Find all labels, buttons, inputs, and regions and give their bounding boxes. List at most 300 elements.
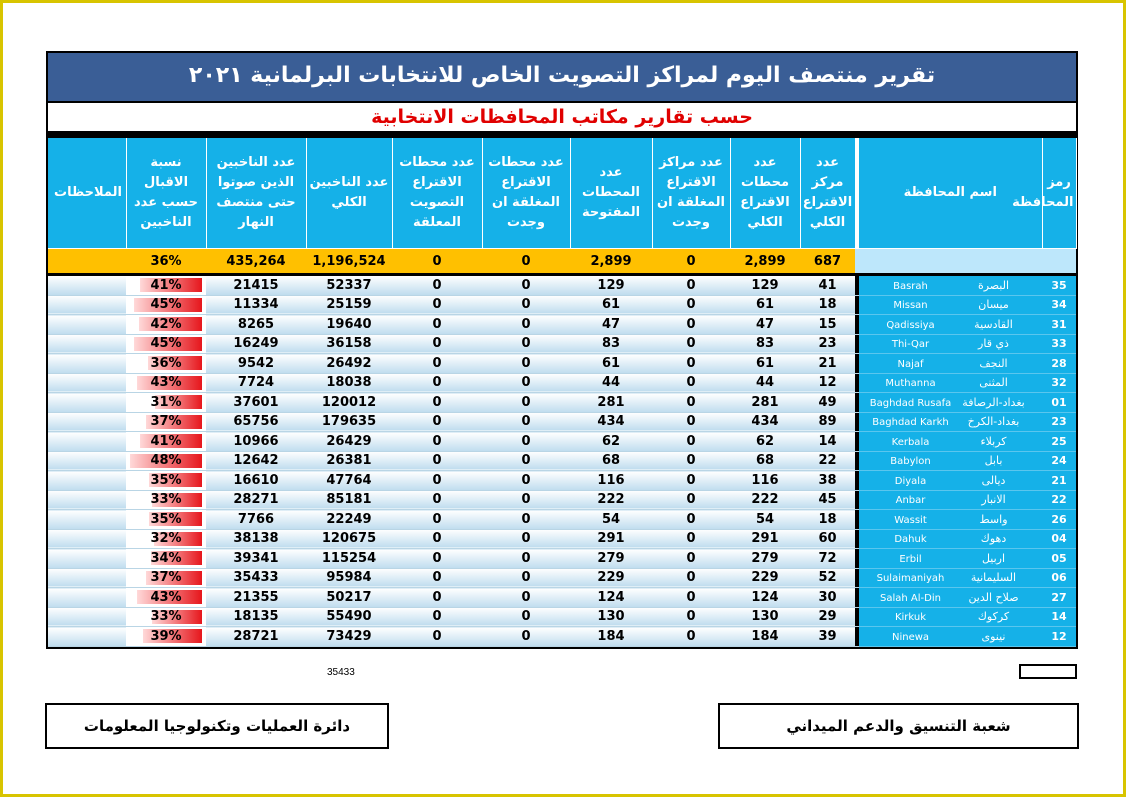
cell-gov-code: 34 [1042,295,1076,315]
cell-gov-code: 04 [1042,529,1076,549]
cell-closed-stations-if-any: 0 [482,276,570,295]
cell-turnout [126,432,206,452]
cell-closed-stations-if-any: 0 [482,432,570,452]
empty-box [1019,664,1077,679]
cell-total-voters: 95984 [306,568,392,588]
cell-closed-stations: 0 [392,490,482,510]
total-voters: 1,196,524 [306,249,392,274]
cell-closed-centers: 0 [652,529,730,549]
cell-closed-centers: 0 [652,432,730,452]
cell-total-stations: 61 [730,354,800,374]
cell-total-stations: 434 [730,412,800,432]
cell-governorate [859,607,1042,627]
header-total-stations: عدد محطات الاقتراع الكلي [730,138,800,249]
turnout-value: 34% [150,550,182,566]
cell-open-stations: 124 [570,588,652,608]
cell-open-stations: 62 [570,432,652,452]
cell-total-stations: 281 [730,393,800,413]
cell-open-stations: 68 [570,451,652,471]
cell-turnout [126,412,206,432]
gov-name-en: Salah Al-Din [880,592,941,604]
cell-notes [48,451,126,471]
gov-name-ar: اربيل [981,551,1006,565]
cell-closed-centers: 0 [652,607,730,627]
cell-turnout [126,471,206,491]
cell-voted-midday: 28721 [206,627,306,647]
cell-closed-centers: 0 [652,568,730,588]
cell-total-centers: 60 [800,529,855,549]
gov-name-ar: دهوك [980,532,1007,546]
cell-total-centers: 72 [800,549,855,569]
cell-closed-stations-if-any: 0 [482,393,570,413]
cell-closed-stations: 0 [392,607,482,627]
turnout-value: 45% [150,336,182,352]
cell-total-stations: 222 [730,490,800,510]
cell-closed-stations-if-any: 0 [482,471,570,491]
cell-total-voters: 26429 [306,432,392,452]
total-voted-midday: 435,264 [206,249,306,274]
table-row [48,510,1076,530]
gov-name-ar: واسط [979,512,1008,526]
cell-turnout [126,510,206,530]
cell-notes [48,607,126,627]
cell-total-centers: 14 [800,432,855,452]
gov-name-en: Dahuk [894,534,927,546]
cell-gov-code: 33 [1042,334,1076,354]
total-closed-stations: 0 [392,249,482,274]
cell-total-centers: 41 [800,276,855,295]
cell-governorate [859,295,1042,315]
cell-open-stations: 229 [570,568,652,588]
cell-total-centers: 23 [800,334,855,354]
cell-voted-midday: 37601 [206,393,306,413]
cell-notes [48,373,126,393]
cell-governorate [859,373,1042,393]
cell-total-centers: 38 [800,471,855,491]
report-table [46,51,1078,649]
header-closed-centers: عدد مراكز الاقتراع المغلقة ان وجدت [652,138,730,249]
gov-name-en: Najaf [897,358,924,370]
turnout-value: 33% [150,492,182,508]
cell-open-stations: 116 [570,471,652,491]
turnout-value: 39% [150,628,182,644]
cell-gov-code: 06 [1042,568,1076,588]
cell-total-voters: 85181 [306,490,392,510]
cell-total-centers: 18 [800,510,855,530]
cell-total-stations: 184 [730,627,800,647]
cell-total-voters: 47764 [306,471,392,491]
report-title: تقرير منتصف اليوم لمراكز التصويت الخاص للانتخابات البرلمانية ٢٠٢١ [48,53,1076,103]
header-turnout: نسبة الاقبال حسب عدد الناخبين [126,138,206,249]
cell-voted-midday: 16610 [206,471,306,491]
total-notes [48,249,126,274]
cell-total-voters: 120675 [306,529,392,549]
cell-turnout [126,490,206,510]
turnout-value: 37% [150,414,182,430]
table-row [48,549,1076,569]
cell-notes [48,627,126,647]
cell-closed-stations-if-any: 0 [482,412,570,432]
gov-name-ar: بابل [984,454,1003,468]
data-grid [48,138,1077,647]
cell-notes [48,393,126,413]
cell-closed-centers: 0 [652,588,730,608]
cell-voted-midday: 9542 [206,354,306,374]
table-row [48,627,1076,647]
table-row [48,490,1076,510]
cell-gov-code: 12 [1042,627,1076,647]
header-row [48,138,1076,249]
cell-open-stations: 281 [570,393,652,413]
cell-open-stations: 130 [570,607,652,627]
cell-total-stations: 229 [730,568,800,588]
cell-total-voters: 55490 [306,607,392,627]
turnout-value: 33% [150,609,182,625]
cell-voted-midday: 7724 [206,373,306,393]
cell-total-stations: 129 [730,276,800,295]
gov-name-ar: بغداد-الكرخ [967,415,1020,429]
cell-governorate [859,549,1042,569]
gov-name-en: Kerbala [891,436,930,448]
total-centers: 687 [800,249,855,274]
cell-total-centers: 21 [800,354,855,374]
total-open-stations: 2,899 [570,249,652,274]
cell-notes [48,315,126,335]
turnout-value: 36% [150,355,182,371]
cell-notes [48,276,126,295]
gov-name-en: Sulaimaniyah [876,573,945,585]
cell-notes [48,432,126,452]
cell-governorate [859,412,1042,432]
cell-gov-code: 01 [1042,393,1076,413]
cell-gov-code: 35 [1042,276,1076,295]
cell-governorate [859,276,1042,295]
cell-notes [48,334,126,354]
cell-total-voters: 73429 [306,627,392,647]
cell-total-voters: 26492 [306,354,392,374]
cell-closed-stations-if-any: 0 [482,529,570,549]
cell-closed-centers: 0 [652,276,730,295]
cell-notes [48,549,126,569]
gov-name-en: Basrah [893,280,928,292]
cell-total-stations: 116 [730,471,800,491]
cell-notes [48,490,126,510]
floating-number: 35433 [327,667,355,678]
cell-open-stations: 61 [570,354,652,374]
cell-total-stations: 61 [730,295,800,315]
cell-closed-stations: 0 [392,588,482,608]
cell-total-centers: 45 [800,490,855,510]
cell-total-stations: 54 [730,510,800,530]
turnout-value: 35% [150,472,182,488]
cell-total-voters: 19640 [306,315,392,335]
cell-closed-stations: 0 [392,451,482,471]
cell-governorate [859,451,1042,471]
cell-gov-code: 24 [1042,451,1076,471]
cell-closed-stations: 0 [392,315,482,335]
header-gov-name: اسم المحافظة [859,138,1042,249]
table-row [48,315,1076,335]
cell-total-voters: 18038 [306,373,392,393]
cell-gov-code: 32 [1042,373,1076,393]
cell-governorate [859,393,1042,413]
total-closed-centers: 0 [652,249,730,274]
gov-name-en: Muthanna [885,378,936,390]
cell-closed-stations: 0 [392,568,482,588]
cell-gov-code: 14 [1042,607,1076,627]
cell-notes [48,354,126,374]
cell-open-stations: 47 [570,315,652,335]
cell-turnout [126,607,206,627]
cell-gov-code: 28 [1042,354,1076,374]
header-closed-stations: عدد محطات الاقتراع التصويت المعلقة [392,138,482,249]
cell-closed-centers: 0 [652,354,730,374]
gov-name-ar: بغداد-الرصافة [962,395,1025,409]
gov-name-en: Missan [893,300,928,312]
cell-voted-midday: 28271 [206,490,306,510]
cell-total-stations: 47 [730,315,800,335]
cell-turnout [126,315,206,335]
totals-gap [1042,249,1076,274]
header-gov-code: رمز المحافظة [1042,138,1076,249]
cell-total-centers: 49 [800,393,855,413]
cell-governorate [859,529,1042,549]
cell-voted-midday: 10966 [206,432,306,452]
cell-closed-stations-if-any: 0 [482,568,570,588]
gov-name-ar: نينوى [981,629,1006,643]
turnout-value: 42% [150,316,182,332]
cell-total-voters: 50217 [306,588,392,608]
cell-total-stations: 279 [730,549,800,569]
turnout-value: 37% [150,570,182,586]
gov-name-ar: البصرة [977,278,1010,292]
cell-total-voters: 179635 [306,412,392,432]
table-row [48,432,1076,452]
cell-governorate [859,432,1042,452]
gov-name-ar: القادسية [974,317,1013,331]
cell-closed-centers: 0 [652,373,730,393]
cell-governorate [859,334,1042,354]
cell-closed-centers: 0 [652,295,730,315]
cell-notes [48,568,126,588]
cell-closed-stations: 0 [392,412,482,432]
cell-open-stations: 54 [570,510,652,530]
cell-gov-code: 05 [1042,549,1076,569]
department-box: دائرة العمليات وتكنولوجيا المعلومات [45,703,389,749]
cell-total-voters: 22249 [306,510,392,530]
cell-total-stations: 124 [730,588,800,608]
cell-total-stations: 291 [730,529,800,549]
cell-closed-stations-if-any: 0 [482,354,570,374]
gov-name-en: Ninewa [891,631,930,643]
totals-row [48,249,1076,274]
gov-name-en: Qadissiya [886,319,935,331]
cell-turnout [126,276,206,295]
gov-name-ar: ديالى [981,473,1006,487]
turnout-value: 45% [150,297,182,313]
cell-total-centers: 89 [800,412,855,432]
gov-name-en: Babylon [890,456,931,468]
gov-name-ar: ميسان [978,298,1009,312]
cell-open-stations: 184 [570,627,652,647]
cell-total-voters: 115254 [306,549,392,569]
cell-voted-midday: 38138 [206,529,306,549]
cell-closed-stations-if-any: 0 [482,510,570,530]
cell-governorate [859,510,1042,530]
cell-turnout [126,529,206,549]
cell-closed-centers: 0 [652,549,730,569]
gov-name-en: Thi-Qar [891,339,930,351]
cell-turnout [126,568,206,588]
cell-voted-midday: 39341 [206,549,306,569]
cell-turnout [126,354,206,374]
cell-gov-code: 31 [1042,315,1076,335]
cell-notes [48,412,126,432]
data-rows [48,276,1076,646]
division-box: شعبة التنسيق والدعم الميداني [718,703,1079,749]
cell-total-centers: 30 [800,588,855,608]
cell-closed-centers: 0 [652,451,730,471]
cell-closed-stations: 0 [392,373,482,393]
cell-closed-stations-if-any: 0 [482,451,570,471]
cell-voted-midday: 18135 [206,607,306,627]
cell-gov-code: 23 [1042,412,1076,432]
cell-closed-centers: 0 [652,334,730,354]
table-row [48,373,1076,393]
gov-name-en: Diyala [894,475,927,487]
cell-open-stations: 291 [570,529,652,549]
cell-total-stations: 83 [730,334,800,354]
cell-gov-code: 26 [1042,510,1076,530]
cell-closed-stations-if-any: 0 [482,588,570,608]
cell-governorate [859,315,1042,335]
gov-name-ar: ذي قار [978,337,1009,351]
cell-closed-stations-if-any: 0 [482,334,570,354]
cell-gov-code: 21 [1042,471,1076,491]
cell-closed-stations-if-any: 0 [482,549,570,569]
cell-closed-centers: 0 [652,393,730,413]
cell-turnout [126,334,206,354]
total-turnout: 36% [126,249,206,274]
gov-name-en: Wassit [894,514,927,526]
table-row [48,412,1076,432]
cell-closed-stations: 0 [392,529,482,549]
table-row [48,295,1076,315]
cell-open-stations: 44 [570,373,652,393]
cell-total-voters: 26381 [306,451,392,471]
turnout-value: 43% [150,375,182,391]
cell-turnout [126,451,206,471]
turnout-value: 48% [150,453,182,469]
gov-name-ar: صلاح الدين [968,590,1019,604]
cell-turnout [126,295,206,315]
cell-total-centers: 39 [800,627,855,647]
cell-closed-stations: 0 [392,471,482,491]
cell-closed-centers: 0 [652,627,730,647]
cell-governorate [859,588,1042,608]
gov-name-ar: كربلاء [980,434,1007,448]
cell-closed-stations: 0 [392,354,482,374]
cell-total-voters: 36158 [306,334,392,354]
cell-closed-centers: 0 [652,315,730,335]
table-row [48,568,1076,588]
cell-total-stations: 68 [730,451,800,471]
gov-name-en: Kirkuk [894,612,927,624]
cell-closed-stations: 0 [392,334,482,354]
gov-name-ar: كركوك [977,610,1010,624]
cell-total-centers: 12 [800,373,855,393]
cell-closed-centers: 0 [652,412,730,432]
cell-total-centers: 15 [800,315,855,335]
table-row [48,451,1076,471]
cell-closed-centers: 0 [652,471,730,491]
cell-open-stations: 83 [570,334,652,354]
cell-notes [48,295,126,315]
cell-voted-midday: 11334 [206,295,306,315]
gov-name-en: Baghdad Karkh [872,417,949,429]
cell-notes [48,588,126,608]
cell-voted-midday: 16249 [206,334,306,354]
cell-total-centers: 29 [800,607,855,627]
cell-turnout [126,373,206,393]
cell-open-stations: 434 [570,412,652,432]
table-row [48,607,1076,627]
cell-total-stations: 130 [730,607,800,627]
cell-closed-stations: 0 [392,295,482,315]
report-subtitle: حسب تقارير مكاتب المحافظات الانتخابية [48,103,1076,138]
cell-open-stations: 129 [570,276,652,295]
cell-notes [48,471,126,491]
cell-closed-stations-if-any: 0 [482,373,570,393]
cell-voted-midday: 35433 [206,568,306,588]
cell-open-stations: 279 [570,549,652,569]
turnout-value: 41% [150,277,182,293]
cell-closed-centers: 0 [652,490,730,510]
header-voted-midday: عدد الناخبين الذين صوتوا حتى منتصف النهار [206,138,306,249]
cell-governorate [859,568,1042,588]
cell-voted-midday: 21415 [206,276,306,295]
gov-name-ar: النجف [979,356,1008,370]
cell-turnout [126,627,206,647]
header-closed-stations-if-any: عدد محطات الاقتراع المغلقة ان وجدت [482,138,570,249]
header-total-centers: عدد مركز الاقتراع الكلي [800,138,855,249]
turnout-value: 32% [150,531,182,547]
cell-turnout [126,393,206,413]
cell-total-centers: 52 [800,568,855,588]
cell-notes [48,510,126,530]
cell-turnout [126,588,206,608]
cell-closed-stations: 0 [392,510,482,530]
cell-closed-stations-if-any: 0 [482,607,570,627]
cell-gov-code: 22 [1042,490,1076,510]
table-row [48,588,1076,608]
gov-name-en: Anbar [895,495,926,507]
cell-closed-stations: 0 [392,432,482,452]
gov-name-en: Erbil [899,553,922,565]
cell-closed-stations-if-any: 0 [482,315,570,335]
turnout-value: 35% [150,511,182,527]
cell-open-stations: 222 [570,490,652,510]
cell-total-centers: 18 [800,295,855,315]
turnout-value: 41% [150,433,182,449]
cell-governorate [859,627,1042,647]
cell-voted-midday: 8265 [206,315,306,335]
cell-governorate [859,490,1042,510]
gov-name-ar: السليمانية [970,571,1017,585]
table-row [48,393,1076,413]
cell-closed-stations: 0 [392,276,482,295]
cell-closed-stations-if-any: 0 [482,627,570,647]
